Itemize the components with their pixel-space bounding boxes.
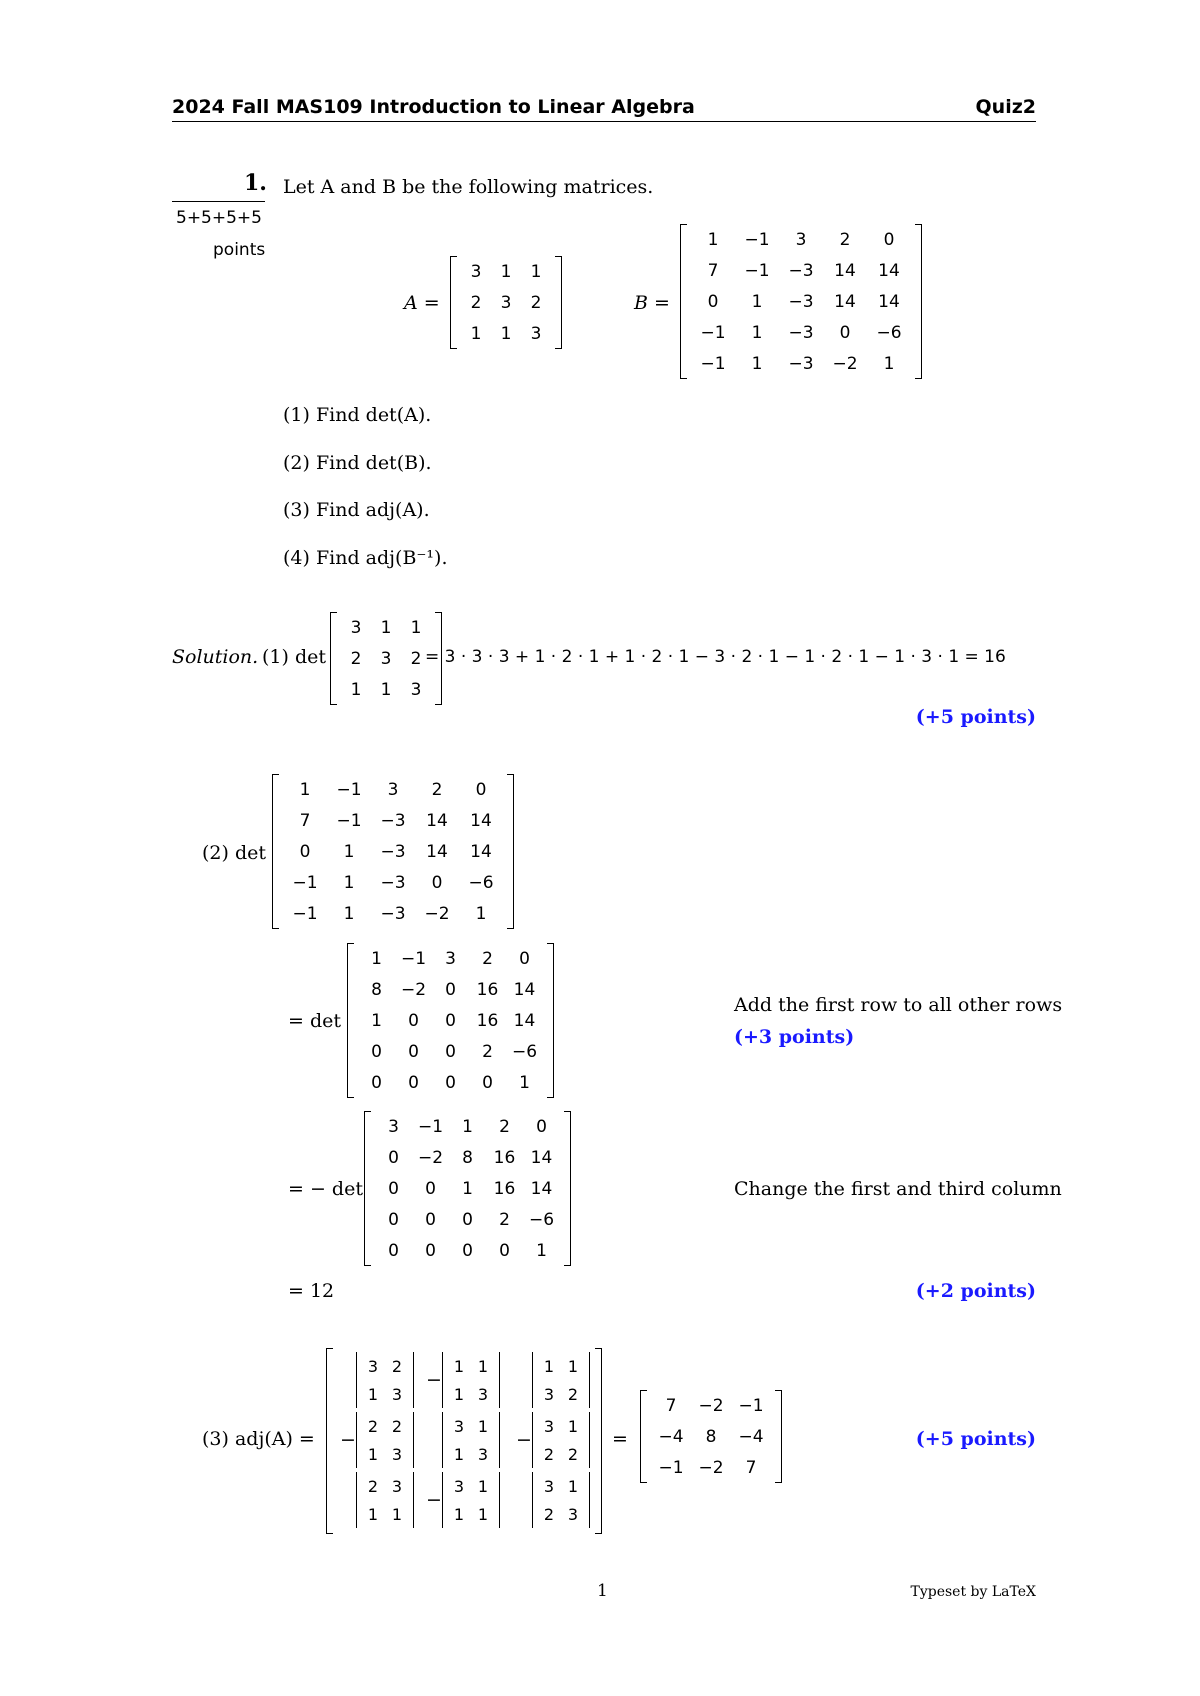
matrix-entry: 14	[470, 841, 492, 862]
matrix-entry: 0	[462, 1209, 473, 1230]
solution-2-label: (2) det	[202, 842, 266, 864]
matrix-entry: 8	[705, 1426, 717, 1447]
cofactor-sign: −	[516, 1429, 532, 1451]
matrix-entry: 14	[530, 1178, 553, 1199]
matrix-entry: 0	[536, 1116, 547, 1137]
minor-determinant	[356, 1352, 414, 1408]
matrix-entry: −3	[788, 353, 814, 374]
matrix-entry: −6	[468, 872, 494, 893]
minor-determinant	[532, 1412, 590, 1468]
matrix-entry: 1	[543, 1356, 555, 1376]
matrix-entry: 0	[408, 1010, 419, 1031]
matrix-entry: 1	[567, 1356, 579, 1376]
matrix-entry: 0	[445, 1010, 456, 1031]
cofactor-sign: −	[426, 1369, 442, 1391]
matrix-entry: 0	[388, 1178, 399, 1199]
cofactor-entry	[516, 1472, 590, 1528]
matrix-entry: 0	[388, 1209, 399, 1230]
matrix-entry: 7	[299, 810, 311, 831]
bracket-left	[532, 1412, 533, 1468]
matrix-entry: 3	[391, 1384, 403, 1404]
solution-2-step2-matrix	[364, 1111, 571, 1266]
typeset-note: Typeset by LaTeX	[910, 1584, 1036, 1600]
matrix-entry: 1	[343, 903, 355, 924]
matrix-entry: 0	[371, 1072, 382, 1093]
adjugate-result-matrix	[640, 1390, 782, 1483]
bracket-left	[640, 1390, 647, 1483]
matrix-entry: 3	[387, 779, 399, 800]
matrix-entries	[358, 943, 543, 1098]
matrix-entry: 3	[470, 261, 482, 282]
matrix-entry: 2	[499, 1209, 510, 1230]
matrix-entry: −2	[698, 1457, 724, 1478]
bracket-right	[775, 1390, 782, 1483]
bracket-right	[499, 1472, 500, 1528]
matrix-entry: 1	[470, 323, 482, 344]
bracket-left	[326, 1348, 333, 1534]
matrix-entry: −1	[700, 353, 726, 374]
matrix-entry: 2	[839, 229, 851, 250]
matrix-entry: 0	[425, 1178, 436, 1199]
matrix-entry: 8	[462, 1147, 473, 1168]
matrix-entry: −1	[336, 810, 362, 831]
matrix-entries	[651, 1390, 771, 1483]
matrix-entry: 2	[543, 1444, 555, 1464]
cofactor-entry	[426, 1412, 500, 1468]
matrix-entry: 16	[476, 1010, 499, 1031]
matrix-entry: 1	[371, 1010, 382, 1031]
matrix-entry: 16	[476, 979, 499, 1000]
minor-determinant	[442, 1472, 500, 1528]
matrix-entry: 1	[462, 1116, 473, 1137]
matrix-entry: 0	[445, 1072, 456, 1093]
matrix-entry: 14	[878, 291, 900, 312]
cofactor-entry	[516, 1412, 590, 1468]
matrix-entry: 3	[410, 679, 422, 700]
minor-determinant	[356, 1412, 414, 1468]
minor-determinant	[442, 1352, 500, 1408]
cofactor-sign: −	[340, 1429, 356, 1451]
matrix-entry: 14	[530, 1147, 553, 1168]
matrix-entry: 0	[408, 1072, 419, 1093]
cofactor-entry	[516, 1352, 590, 1408]
matrix-entry: 1	[751, 353, 763, 374]
matrix-entry: 2	[410, 648, 422, 669]
matrix-entry: −3	[788, 260, 814, 281]
bracket-left	[442, 1352, 443, 1408]
bracket-left	[330, 612, 337, 705]
adjugate-cofactor-matrix	[326, 1348, 602, 1532]
matrix-entry: 1	[530, 261, 542, 282]
matrix-entry: 3	[477, 1444, 489, 1464]
matrix-entry: −3	[380, 841, 406, 862]
solution-1-label: (1) det	[262, 646, 326, 668]
matrix-entry: 0	[388, 1240, 399, 1261]
matrix-entry: 1	[380, 679, 392, 700]
matrix-entry: 7	[665, 1395, 677, 1416]
matrix-entry: 3	[795, 229, 807, 250]
matrix-entry: 1	[367, 1444, 379, 1464]
cofactor-entry	[426, 1472, 500, 1528]
minor-determinant	[532, 1352, 590, 1408]
matrix-entry: 1	[462, 1178, 473, 1199]
matrix-entry: −1	[400, 948, 427, 969]
solution-2-note1: Add the first row to all other rows	[734, 994, 1063, 1016]
solution-label: Solution.	[172, 646, 259, 668]
matrix-entry: 3	[500, 292, 512, 313]
matrix-entry: 2	[482, 948, 493, 969]
cofactor-entry	[340, 1472, 414, 1528]
matrix-entry: −2	[400, 979, 427, 1000]
matrix-entry: 1	[391, 1504, 403, 1524]
matrix-entries	[375, 1111, 560, 1266]
matrix-entry: −1	[336, 779, 362, 800]
matrix-entry: 1	[707, 229, 719, 250]
bracket-right	[595, 1348, 602, 1534]
matrix-entries	[691, 224, 911, 379]
matrix-entries	[447, 1472, 495, 1528]
bracket-right	[547, 943, 554, 1098]
bracket-left	[272, 774, 279, 929]
matrix-entry: 1	[367, 1504, 379, 1524]
matrix-entry: 3	[453, 1416, 465, 1436]
matrix-entry: −3	[380, 872, 406, 893]
matrix-entry: 1	[477, 1356, 489, 1376]
matrix-entry: 14	[834, 260, 856, 281]
matrix-entry: 14	[513, 979, 536, 1000]
matrix-entry: 3	[388, 1116, 399, 1137]
matrix-b	[680, 224, 922, 379]
matrix-entry: 16	[493, 1178, 516, 1199]
bracket-right	[507, 774, 514, 929]
matrix-entries	[537, 1412, 585, 1468]
matrix-entry: 1	[883, 353, 895, 374]
matrix-entry: 2	[367, 1476, 379, 1496]
matrix-entries	[361, 1472, 409, 1528]
matrix-entry: 1	[343, 872, 355, 893]
matrix-entry: 0	[388, 1147, 399, 1168]
matrix-entries	[361, 1352, 409, 1408]
task-4: (4) Find adj(B⁻¹).	[283, 547, 448, 569]
matrix-entry: 14	[426, 810, 448, 831]
matrix-entries	[447, 1412, 495, 1468]
matrix-entry: 8	[371, 979, 382, 1000]
matrix-entry: 16	[493, 1147, 516, 1168]
bracket-left	[356, 1352, 357, 1408]
minor-determinant	[442, 1412, 500, 1468]
solution-2-step2-label: = − det	[288, 1178, 363, 1200]
matrix-entry: −1	[738, 1395, 764, 1416]
matrix-entry: 1	[475, 903, 487, 924]
cofactor-entry	[340, 1352, 414, 1408]
matrix-entry: 3	[453, 1476, 465, 1496]
cofactor-entry	[426, 1352, 500, 1408]
quiz-label: Quiz2	[975, 96, 1036, 118]
task-1: (1) Find det(A).	[283, 404, 432, 426]
matrix-entry: −2	[417, 1147, 444, 1168]
matrix-entry: 3	[380, 648, 392, 669]
matrix-entry: 3	[350, 617, 362, 638]
matrix-entry: 1	[299, 779, 311, 800]
matrix-entry: 0	[408, 1041, 419, 1062]
matrix-entry: 3	[391, 1444, 403, 1464]
matrix-entry: 3	[543, 1416, 555, 1436]
matrix-entry: 0	[445, 1041, 456, 1062]
matrix-entry: 1	[371, 948, 382, 969]
bracket-left	[532, 1352, 533, 1408]
bracket-right	[564, 1111, 571, 1266]
matrix-entry: 0	[371, 1041, 382, 1062]
matrix-entry: 14	[878, 260, 900, 281]
points-rule	[172, 201, 265, 202]
bracket-right	[413, 1412, 414, 1468]
matrix-entries	[341, 612, 431, 705]
matrix-entry: 3	[567, 1504, 579, 1524]
solution-2-points: (+2 points)	[915, 1280, 1036, 1302]
matrix-entry: 1	[477, 1476, 489, 1496]
matrix-entry: 2	[367, 1416, 379, 1436]
matrix-entry: 0	[883, 229, 895, 250]
matrix-entry: 2	[482, 1041, 493, 1062]
matrix-entry: 0	[425, 1209, 436, 1230]
matrix-entry: 3	[530, 323, 542, 344]
matrix-entries	[447, 1352, 495, 1408]
matrix-entry: 0	[707, 291, 719, 312]
matrix-entry: 0	[499, 1240, 510, 1261]
matrix-entry: 2	[567, 1444, 579, 1464]
matrix-entry: 0	[445, 979, 456, 1000]
matrix-entry: 3	[445, 948, 456, 969]
bracket-right	[589, 1352, 590, 1408]
matrix-entries	[537, 1352, 585, 1408]
matrix-entry: 3	[367, 1356, 379, 1376]
bracket-right	[589, 1412, 590, 1468]
matrix-entry: 0	[839, 322, 851, 343]
cofactor-sign: −	[426, 1489, 442, 1511]
matrix-entry: −1	[292, 903, 318, 924]
matrix-entry: −6	[528, 1209, 555, 1230]
solution-3-equals: =	[612, 1428, 628, 1450]
matrix-entry: 2	[391, 1416, 403, 1436]
matrix-entry: 1	[536, 1240, 547, 1261]
matrix-entry: 0	[299, 841, 311, 862]
matrix-entry: 1	[519, 1072, 530, 1093]
bracket-right	[413, 1352, 414, 1408]
bracket-left	[532, 1472, 533, 1528]
course-title: 2024 Fall MAS109 Introduction to Linear Algebra	[172, 96, 695, 118]
matrix-entry: 3	[543, 1384, 555, 1404]
solution-2-result: = 12	[288, 1280, 335, 1302]
matrix-entry: −1	[417, 1116, 444, 1137]
matrix-entry: −1	[658, 1457, 684, 1478]
matrix-entry: 2	[431, 779, 443, 800]
matrix-entry: 1	[453, 1384, 465, 1404]
matrix-entry: 2	[543, 1504, 555, 1524]
matrix-entry: 1	[751, 291, 763, 312]
bracket-left	[347, 943, 354, 1098]
matrix-entry: 14	[470, 810, 492, 831]
matrix-entries	[537, 1472, 585, 1528]
bracket-left	[680, 224, 687, 379]
matrix-entry: 1	[453, 1356, 465, 1376]
matrix-entry: −1	[292, 872, 318, 893]
matrix-entries	[283, 774, 503, 929]
matrix-entry: 3	[391, 1476, 403, 1496]
matrix-entry: 0	[482, 1072, 493, 1093]
matrix-entry: −6	[876, 322, 902, 343]
matrix-entry: 1	[477, 1416, 489, 1436]
bracket-left	[442, 1412, 443, 1468]
header-rule	[172, 121, 1036, 122]
matrix-entry: −2	[832, 353, 858, 374]
matrix-entry: −1	[744, 229, 770, 250]
matrix-entry: 1	[453, 1444, 465, 1464]
matrix-entry: 1	[751, 322, 763, 343]
problem-number: 1.	[244, 170, 267, 196]
matrix-entry: 1	[350, 679, 362, 700]
matrix-entry: 1	[500, 261, 512, 282]
solution-2-matrix	[272, 774, 514, 929]
cofactor-entry	[340, 1412, 414, 1468]
solution-2-step1-label: = det	[288, 1010, 342, 1032]
solution-2-step1-matrix	[347, 943, 554, 1098]
matrix-entry: −1	[700, 322, 726, 343]
matrix-entry: 2	[530, 292, 542, 313]
matrix-entry: 7	[707, 260, 719, 281]
matrix-entry: −4	[738, 1426, 764, 1447]
matrix-entries	[361, 1412, 409, 1468]
bracket-left	[364, 1111, 371, 1266]
bracket-left	[442, 1472, 443, 1528]
matrix-entry: −3	[788, 322, 814, 343]
problem-statement: Let A and B be the following matrices.	[283, 176, 654, 198]
bracket-right	[589, 1472, 590, 1528]
matrix-entry: −3	[380, 810, 406, 831]
matrix-entry: 7	[745, 1457, 757, 1478]
matrix-entry: −3	[788, 291, 814, 312]
matrix-entry: −4	[658, 1426, 684, 1447]
solution-1-expansion: = 3 · 3 · 3 + 1 · 2 · 1 + 1 · 2 · 1 − 3 · 2 · 1 − 1 · 2 · 1 − 1 · 3 · 1 = 16	[425, 647, 1006, 667]
matrix-entry: 2	[499, 1116, 510, 1137]
matrix-entry: 3	[543, 1476, 555, 1496]
solution-1-points: (+5 points)	[915, 706, 1036, 728]
matrix-entry: −2	[424, 903, 450, 924]
bracket-left	[356, 1412, 357, 1468]
matrix-entries	[461, 256, 551, 349]
bracket-right	[499, 1412, 500, 1468]
matrix-entry: 0	[519, 948, 530, 969]
matrix-entry: 2	[391, 1356, 403, 1376]
solution-3-points: (+5 points)	[915, 1428, 1036, 1450]
matrix-entry: 2	[567, 1384, 579, 1404]
matrix-entry: 2	[350, 648, 362, 669]
bracket-left	[450, 256, 457, 349]
matrix-entry: 3	[477, 1384, 489, 1404]
matrix-entry: 1	[367, 1384, 379, 1404]
bracket-left	[356, 1472, 357, 1528]
bracket-right	[413, 1472, 414, 1528]
bracket-right	[555, 256, 562, 349]
matrix-entry: 2	[470, 292, 482, 313]
bracket-right	[499, 1352, 500, 1408]
matrix-entry: 1	[567, 1416, 579, 1436]
matrix-a	[450, 256, 562, 349]
solution-2-note2: Change the first and third column	[734, 1178, 1062, 1200]
matrix-entry: 0	[425, 1240, 436, 1261]
bracket-right	[915, 224, 922, 379]
matrix-entry: −1	[744, 260, 770, 281]
matrix-entry: −2	[698, 1395, 724, 1416]
points-value: 5+5+5+5	[176, 208, 262, 228]
points-label: points	[213, 240, 266, 260]
matrix-a-label: A =	[404, 292, 440, 314]
matrix-entry: 1	[477, 1504, 489, 1524]
matrix-entry: 1	[410, 617, 422, 638]
matrix-entry: 1	[380, 617, 392, 638]
task-3: (3) Find adj(A).	[283, 499, 430, 521]
matrix-entry: 1	[453, 1504, 465, 1524]
matrix-entry: 0	[431, 872, 443, 893]
matrix-entry: 1	[343, 841, 355, 862]
minor-determinant	[356, 1472, 414, 1528]
matrix-entry: 14	[426, 841, 448, 862]
matrix-entry: 14	[513, 1010, 536, 1031]
matrix-entry: 0	[475, 779, 487, 800]
matrix-entry: −3	[380, 903, 406, 924]
matrix-entry: 0	[462, 1240, 473, 1261]
matrix-entry: 14	[834, 291, 856, 312]
solution-3-label: (3) adj(A) =	[202, 1428, 315, 1450]
matrix-entry: −6	[511, 1041, 538, 1062]
page-number: 1	[597, 1581, 608, 1601]
task-2: (2) Find det(B).	[283, 452, 432, 474]
matrix-b-label: B =	[634, 292, 670, 314]
solution-2-note1-points: (+3 points)	[734, 1026, 855, 1048]
minor-determinant	[532, 1472, 590, 1528]
matrix-entry: 1	[567, 1476, 579, 1496]
matrix-entry: 1	[500, 323, 512, 344]
